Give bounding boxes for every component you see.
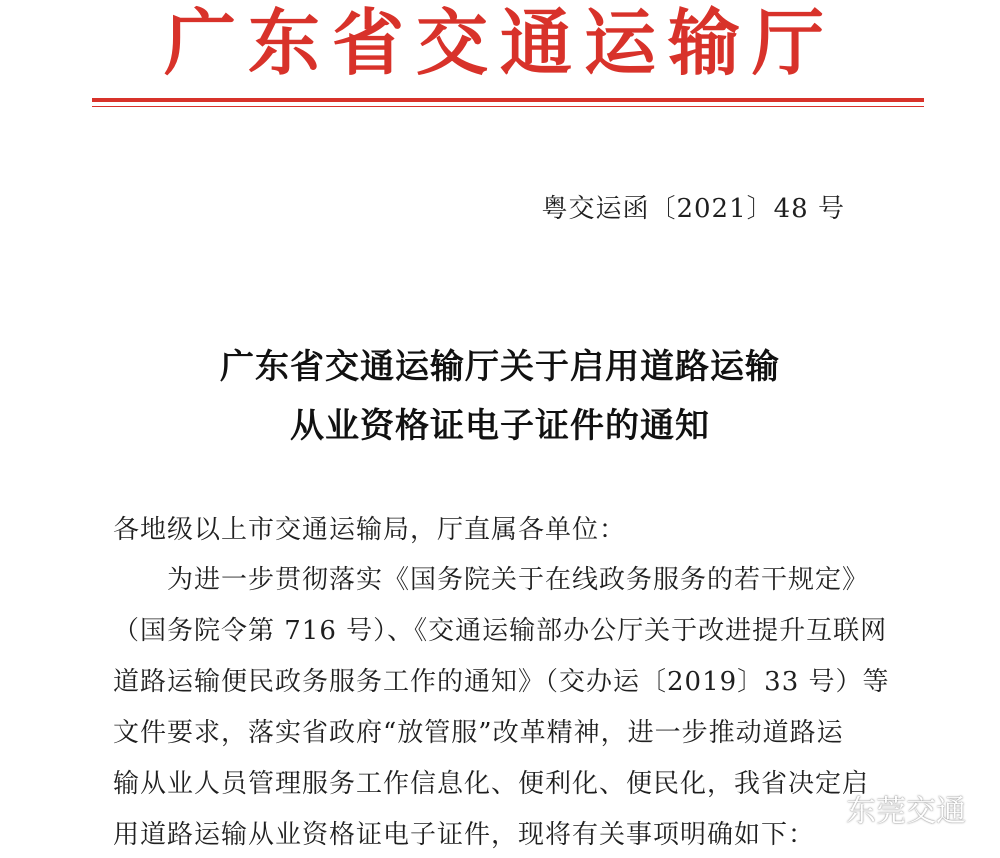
watermark-text: 东莞交通 (846, 794, 966, 829)
body-line: （国务院令第 716 号）、《交通运输部办公厅关于改进提升互联网 (113, 616, 888, 646)
body-line: 文件要求，落实省政府“放管服”改革精神，进一步推动道路运 (113, 718, 844, 748)
body-line: 为进一步贯彻落实《国务院关于在线政务服务的若干规定》 (167, 565, 870, 595)
document-title-line: 从业资格证电子证件的通知 (290, 406, 710, 446)
document-number: 粤交运函〔2021〕48 号 (541, 194, 845, 224)
letterhead-issuer: 广东省交通运输厅 (163, 1, 836, 85)
letterhead-red-rule-thin (92, 106, 924, 107)
salutation: 各地级以上市交通运输局，厅直属各单位： (113, 515, 627, 545)
body-line: 输从业人员管理服务工作信息化、便利化、便民化，我省决定启 (113, 769, 870, 799)
wechat-icon (800, 792, 838, 824)
letterhead-red-rule (92, 98, 924, 102)
document-title-line: 广东省交通运输厅关于启用道路运输 (220, 347, 780, 387)
body-line: 用道路运输从业资格证电子证件，现将有关事项明确如下： (113, 820, 816, 850)
body-line: 道路运输便民政务服务工作的通知》（交办运〔2019〕33 号）等 (113, 667, 890, 697)
watermark (800, 786, 966, 830)
